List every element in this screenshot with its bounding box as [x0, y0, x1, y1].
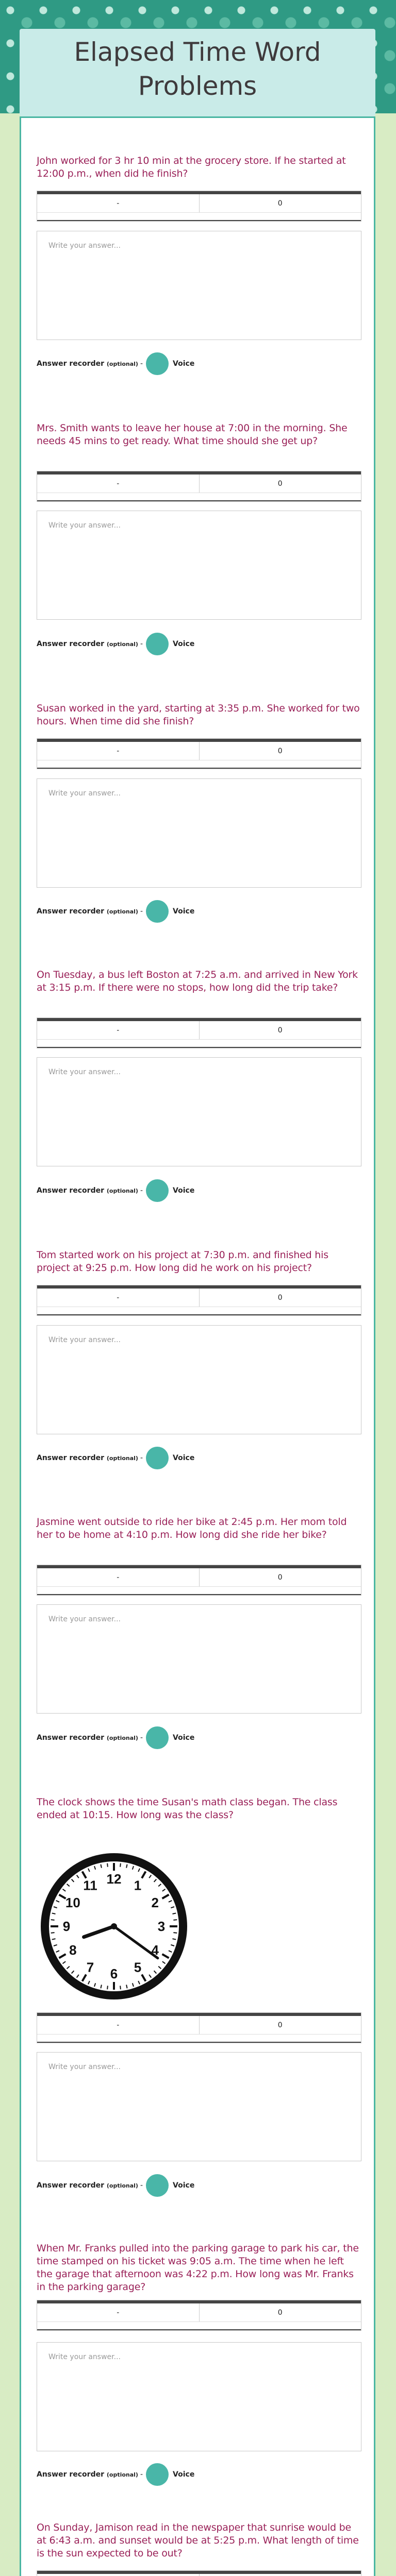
- recorder-dash: -: [140, 1187, 143, 1195]
- question-block: [37, 1249, 361, 1462]
- clock-number: 12: [106, 1871, 122, 1887]
- recorder-label: Answer recorder: [37, 360, 104, 368]
- recorder-optional: (optional): [106, 908, 138, 915]
- page-title: [20, 35, 375, 103]
- recorder-label: Answer recorder: [37, 1454, 104, 1462]
- clock-number: 7: [86, 1959, 94, 1975]
- page-title-line-1: Elapsed Time Word: [74, 37, 321, 67]
- clock-tick: [126, 1985, 127, 1988]
- answer-recorder: [37, 352, 361, 376]
- table-col-left: -: [37, 474, 200, 493]
- answer-table: [37, 2012, 361, 2043]
- recorder-label: Answer recorder: [37, 640, 104, 648]
- answer-recorder: [37, 1726, 361, 1750]
- worksheet-card: [20, 116, 375, 2576]
- question-block: [37, 2242, 361, 2479]
- recorder-label: Answer recorder: [37, 1187, 104, 1195]
- record-button[interactable]: [146, 1179, 169, 1202]
- table-col-left: -: [37, 2303, 200, 2321]
- table-col-left: [37, 2574, 200, 2576]
- answer-textbox[interactable]: Write your answer...: [37, 1057, 361, 1166]
- clock-number: 11: [83, 1877, 97, 1893]
- clock-tick: [107, 1863, 108, 1867]
- answer-textbox[interactable]: Write your answer...: [37, 511, 361, 620]
- answer-table: [37, 191, 361, 222]
- answer-recorder: [37, 900, 361, 923]
- table-col-right: [200, 2574, 361, 2576]
- answer-recorder: [37, 2463, 361, 2486]
- answer-table: [37, 738, 361, 769]
- question-block: [37, 155, 361, 368]
- question-block: [37, 702, 361, 916]
- answer-recorder: [37, 1446, 361, 1470]
- record-button[interactable]: [146, 633, 169, 655]
- answer-textbox[interactable]: Write your answer...: [37, 1604, 361, 1714]
- record-button[interactable]: [146, 352, 169, 375]
- record-button[interactable]: [146, 2174, 169, 2197]
- clock-number: 2: [151, 1895, 159, 1910]
- answer-recorder: [37, 632, 361, 656]
- answer-table: [37, 1285, 361, 1316]
- recorder-label: Answer recorder: [37, 1734, 104, 1742]
- recorder-optional: (optional): [106, 2471, 138, 2478]
- question-prompt: Jasmine went outside to ride her bike at 2:45 p.m. Her mom told her to be home at 4:10 p.m. How long did she ride her bike?: [37, 1516, 347, 1540]
- clock-number: 9: [62, 1919, 71, 1934]
- question-prompt: On Tuesday, a bus left Boston at 7:25 a.m. and arrived in New York at 3:15 p.m. If there were no stops, how long did the trip take?: [37, 969, 358, 993]
- question-block: [37, 969, 361, 1195]
- recorder-optional: (optional): [106, 2182, 138, 2189]
- question-block: [37, 2521, 361, 2560]
- voice-label: Voice: [173, 1454, 195, 1462]
- title-banner: [20, 29, 375, 116]
- recorder-label: Answer recorder: [37, 2181, 104, 2190]
- answer-table: [37, 2570, 361, 2576]
- clock-number: 6: [110, 1966, 118, 1981]
- table-col-right: 0: [277, 2021, 283, 2029]
- table-col-right: 0: [277, 480, 283, 488]
- recorder-label: Answer recorder: [37, 2470, 104, 2479]
- recorder-optional: (optional): [106, 1735, 138, 1741]
- question-prompt: The clock shows the time Susan's math class began. The class ended at 10:15. How long was the class?: [37, 1797, 338, 1821]
- recorder-dash: -: [140, 1734, 143, 1742]
- recorder-optional: (optional): [106, 641, 138, 648]
- recorder-dash: -: [140, 2470, 143, 2479]
- clock-number: 5: [134, 1959, 142, 1975]
- answer-textbox[interactable]: Write your answer...: [37, 2052, 361, 2161]
- voice-label: Voice: [173, 907, 195, 916]
- voice-label: Voice: [173, 2181, 195, 2190]
- clock-number: 10: [65, 1895, 80, 1910]
- recorder-optional: (optional): [106, 1455, 138, 1462]
- voice-label: Voice: [173, 640, 195, 648]
- recorder-label: Answer recorder: [37, 907, 104, 916]
- table-col-right: 0: [277, 1026, 283, 1035]
- clock-tick: [120, 1863, 121, 1867]
- voice-label: Voice: [173, 1734, 195, 1742]
- voice-label: Voice: [173, 2470, 195, 2479]
- record-button[interactable]: [146, 1726, 169, 1749]
- voice-label: Voice: [173, 360, 195, 368]
- table-col-left: -: [37, 1289, 200, 1307]
- question-prompt: When Mr. Franks pulled into the parking garage to park his car, the time stamped on his ticket was 9:05 a.m. The time when he left the garage that afternoon was 4:22 p.m. How long was Mr. Franks in the parking garage?: [37, 2243, 359, 2293]
- answer-textbox[interactable]: Write your answer...: [37, 778, 361, 888]
- question-prompt: Tom started work on his project at 7:30 p.m. and finished his project at 9:25 p.m. How long did he work on his project?: [37, 1249, 328, 1274]
- recorder-optional: (optional): [106, 1188, 138, 1194]
- clock-number: 1: [134, 1877, 142, 1893]
- page-title-line-2: Problems: [138, 71, 257, 101]
- question-prompt: Susan worked in the yard, starting at 3:35 p.m. She worked for two hours. When time did she finish?: [37, 703, 360, 727]
- answer-table: [37, 1565, 361, 1596]
- table-col-left: -: [37, 194, 200, 212]
- table-col-right: 0: [277, 2309, 283, 2317]
- record-button[interactable]: [146, 900, 169, 923]
- clock-image: [37, 1849, 191, 2004]
- table-col-right: 0: [277, 1573, 283, 1582]
- recorder-optional: (optional): [106, 361, 138, 367]
- table-col-right: 0: [277, 199, 283, 208]
- table-col-right: 0: [277, 1294, 283, 1302]
- question-block: [37, 422, 361, 648]
- record-button[interactable]: [146, 1447, 169, 1469]
- voice-label: Voice: [173, 1187, 195, 1195]
- table-col-left: -: [37, 1021, 200, 1039]
- clock-number: 8: [69, 1942, 77, 1958]
- answer-textbox[interactable]: Write your answer...: [37, 2342, 361, 2451]
- table-col-left: -: [37, 742, 200, 760]
- answer-table: [37, 1018, 361, 1048]
- clock-tick: [107, 1986, 108, 1989]
- recorder-dash: -: [140, 2181, 143, 2190]
- clock-number: 3: [157, 1919, 166, 1934]
- question-prompt: Mrs. Smith wants to leave her house at 7:00 in the morning. She needs 45 mins to get ready. What time should she get up?: [37, 422, 348, 447]
- answer-recorder: [37, 1179, 361, 1202]
- recorder-dash: -: [140, 1454, 143, 1462]
- answer-table: [37, 2300, 361, 2331]
- table-col-right: 0: [277, 747, 283, 755]
- recorder-dash: -: [140, 907, 143, 916]
- question-block: [37, 1796, 361, 2190]
- answer-recorder: [37, 2174, 361, 2197]
- recorder-dash: -: [140, 360, 143, 368]
- recorder-dash: -: [140, 640, 143, 648]
- question-block: [37, 1516, 361, 1742]
- question-prompt: John worked for 3 hr 10 min at the grocery store. If he started at 12:00 p.m., when did he finish?: [37, 155, 346, 179]
- clock-number: 4: [151, 1942, 159, 1958]
- answer-textbox[interactable]: Write your answer...: [37, 1325, 361, 1434]
- table-col-left: -: [37, 1568, 200, 1586]
- clock-tick: [126, 1865, 127, 1868]
- table-col-left: -: [37, 2016, 200, 2034]
- answer-textbox[interactable]: Write your answer...: [37, 231, 361, 340]
- answer-table: [37, 471, 361, 502]
- question-prompt: On Sunday, Jamison read in the newspaper that sunrise would be at 6:43 a.m. and sunset would be at 5:25 p.m. What length of time is the sun expected to be out?: [37, 2522, 359, 2559]
- clock-tick: [120, 1986, 121, 1989]
- record-button[interactable]: [146, 2463, 169, 2486]
